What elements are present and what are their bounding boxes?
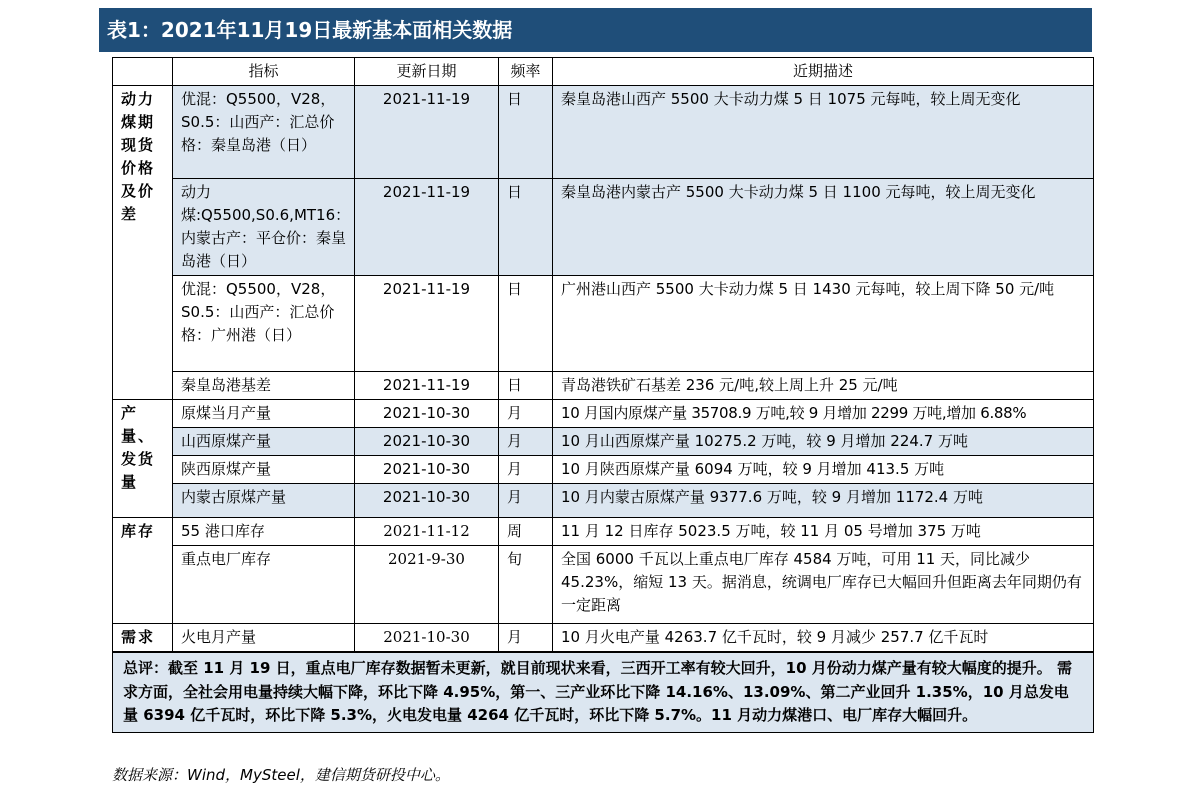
row-date: 2021-11-19	[355, 86, 499, 179]
row-freq: 周	[499, 518, 553, 546]
row-indicator: 优混：Q5500，V28，S0.5：山西产：汇总价格：秦皇岛港（日）	[173, 86, 355, 179]
table-row	[113, 484, 1094, 518]
row-desc: 10 月内蒙古原煤产量 9377.6 万吨，较 9 月增加 1172.4 万吨	[553, 484, 1094, 518]
header-row	[113, 58, 1094, 86]
category-demand: 需求	[113, 624, 173, 653]
category-inventory: 库存	[113, 518, 173, 624]
row-indicator: 秦皇岛港基差	[173, 372, 355, 400]
row-desc: 秦皇岛港山西产 5500 大卡动力煤 5 日 1075 元每吨，较上周无变化	[553, 86, 1094, 179]
row-date: 2021-10-30	[355, 456, 499, 484]
row-freq: 日	[499, 372, 553, 400]
header-freq: 频率	[499, 58, 553, 86]
row-desc: 10 月山西原煤产量 10275.2 万吨，较 9 月增加 224.7 万吨	[553, 428, 1094, 456]
row-freq: 月	[499, 400, 553, 428]
row-freq: 旬	[499, 546, 553, 624]
table-row	[113, 546, 1094, 624]
row-desc: 10 月国内原煤产量 35708.9 万吨,较 9 月增加 2299 万吨,增加 6.88%	[553, 400, 1094, 428]
row-freq: 月	[499, 624, 553, 653]
table-row	[113, 179, 1094, 276]
fundamentals-table	[112, 57, 1094, 733]
row-freq: 月	[499, 428, 553, 456]
table-row	[113, 456, 1094, 484]
header-indicator: 指标	[173, 58, 355, 86]
row-desc: 10 月火电产量 4263.7 亿千瓦时，较 9 月减少 257.7 亿千瓦时	[553, 624, 1094, 653]
row-date: 2021-10-30	[355, 400, 499, 428]
summary-text: 总评：截至 11 月 19 日，重点电厂库存数据暂未更新，就目前现状来看，三西开工率有较大回升，10 月份动力煤产量有较大幅度的提升。 需求方面，全社会用电量持续大幅下降，环比下降 4.95%，第一、三产业环比下降 14.16%、13.09%、第二产业回升 1.35%，10 月总发电量 6394 亿千瓦时，环比下降 5.3%，火电发电量 4264 亿千瓦时，环比下降 5.7%。11 月动力煤港口、电厂库存大幅回升。	[113, 652, 1094, 732]
header-category	[113, 58, 173, 86]
category-production: 产量、发货量	[113, 400, 173, 518]
row-date: 2021-10-30	[355, 428, 499, 456]
row-date: 2021-10-30	[355, 484, 499, 518]
row-desc: 10 月陕西原煤产量 6094 万吨，较 9 月增加 413.5 万吨	[553, 456, 1094, 484]
row-indicator: 重点电厂库存	[173, 546, 355, 624]
row-indicator: 火电月产量	[173, 624, 355, 653]
row-date: 2021-11-19	[355, 276, 499, 372]
row-indicator: 优混：Q5500，V28，S0.5：山西产：汇总价格：广州港（日）	[173, 276, 355, 372]
table-row	[113, 86, 1094, 179]
category-price: 动力煤期现货价格及价差	[113, 86, 173, 400]
row-indicator: 原煤当月产量	[173, 400, 355, 428]
table-row	[113, 624, 1094, 653]
header-desc: 近期描述	[553, 58, 1094, 86]
row-desc: 广州港山西产 5500 大卡动力煤 5 日 1430 元每吨，较上周下降 50 元/吨	[553, 276, 1094, 372]
source-note: 数据来源：Wind，MySteel，建信期货研投中心。	[112, 766, 450, 784]
table-row	[113, 428, 1094, 456]
row-indicator: 55 港口库存	[173, 518, 355, 546]
row-desc: 青岛港铁矿石基差 236 元/吨,较上周上升 25 元/吨	[553, 372, 1094, 400]
row-freq: 日	[499, 86, 553, 179]
row-indicator: 陕西原煤产量	[173, 456, 355, 484]
summary-row	[113, 652, 1094, 732]
row-date: 2021-11-19	[355, 179, 499, 276]
row-date: 2021-11-19	[355, 372, 499, 400]
header-date: 更新日期	[355, 58, 499, 86]
row-desc: 秦皇岛港内蒙古产 5500 大卡动力煤 5 日 1100 元每吨，较上周无变化	[553, 179, 1094, 276]
row-freq: 月	[499, 456, 553, 484]
row-indicator: 动力煤:Q5500,S0.6,MT16：内蒙古产：平仓价：秦皇岛港（日）	[173, 179, 355, 276]
row-freq: 日	[499, 179, 553, 276]
row-freq: 月	[499, 484, 553, 518]
table-title: 表1：2021年11月19日最新基本面相关数据	[99, 8, 1092, 52]
row-freq: 日	[499, 276, 553, 372]
table-row	[113, 372, 1094, 400]
row-desc: 11 月 12 日库存 5023.5 万吨，较 11 月 05 号增加 375 万吨	[553, 518, 1094, 546]
table-row	[113, 400, 1094, 428]
row-indicator: 内蒙古原煤产量	[173, 484, 355, 518]
row-date: 2021-11-12	[355, 518, 499, 546]
table-row	[113, 518, 1094, 546]
row-indicator: 山西原煤产量	[173, 428, 355, 456]
row-desc: 全国 6000 千瓦以上重点电厂库存 4584 万吨，可用 11 天，同比减少 45.23%，缩短 13 天。据消息，统调电厂库存已大幅回升但距离去年同期仍有一定距离	[553, 546, 1094, 624]
row-date: 2021-9-30	[355, 546, 499, 624]
table-row	[113, 276, 1094, 372]
row-date: 2021-10-30	[355, 624, 499, 653]
